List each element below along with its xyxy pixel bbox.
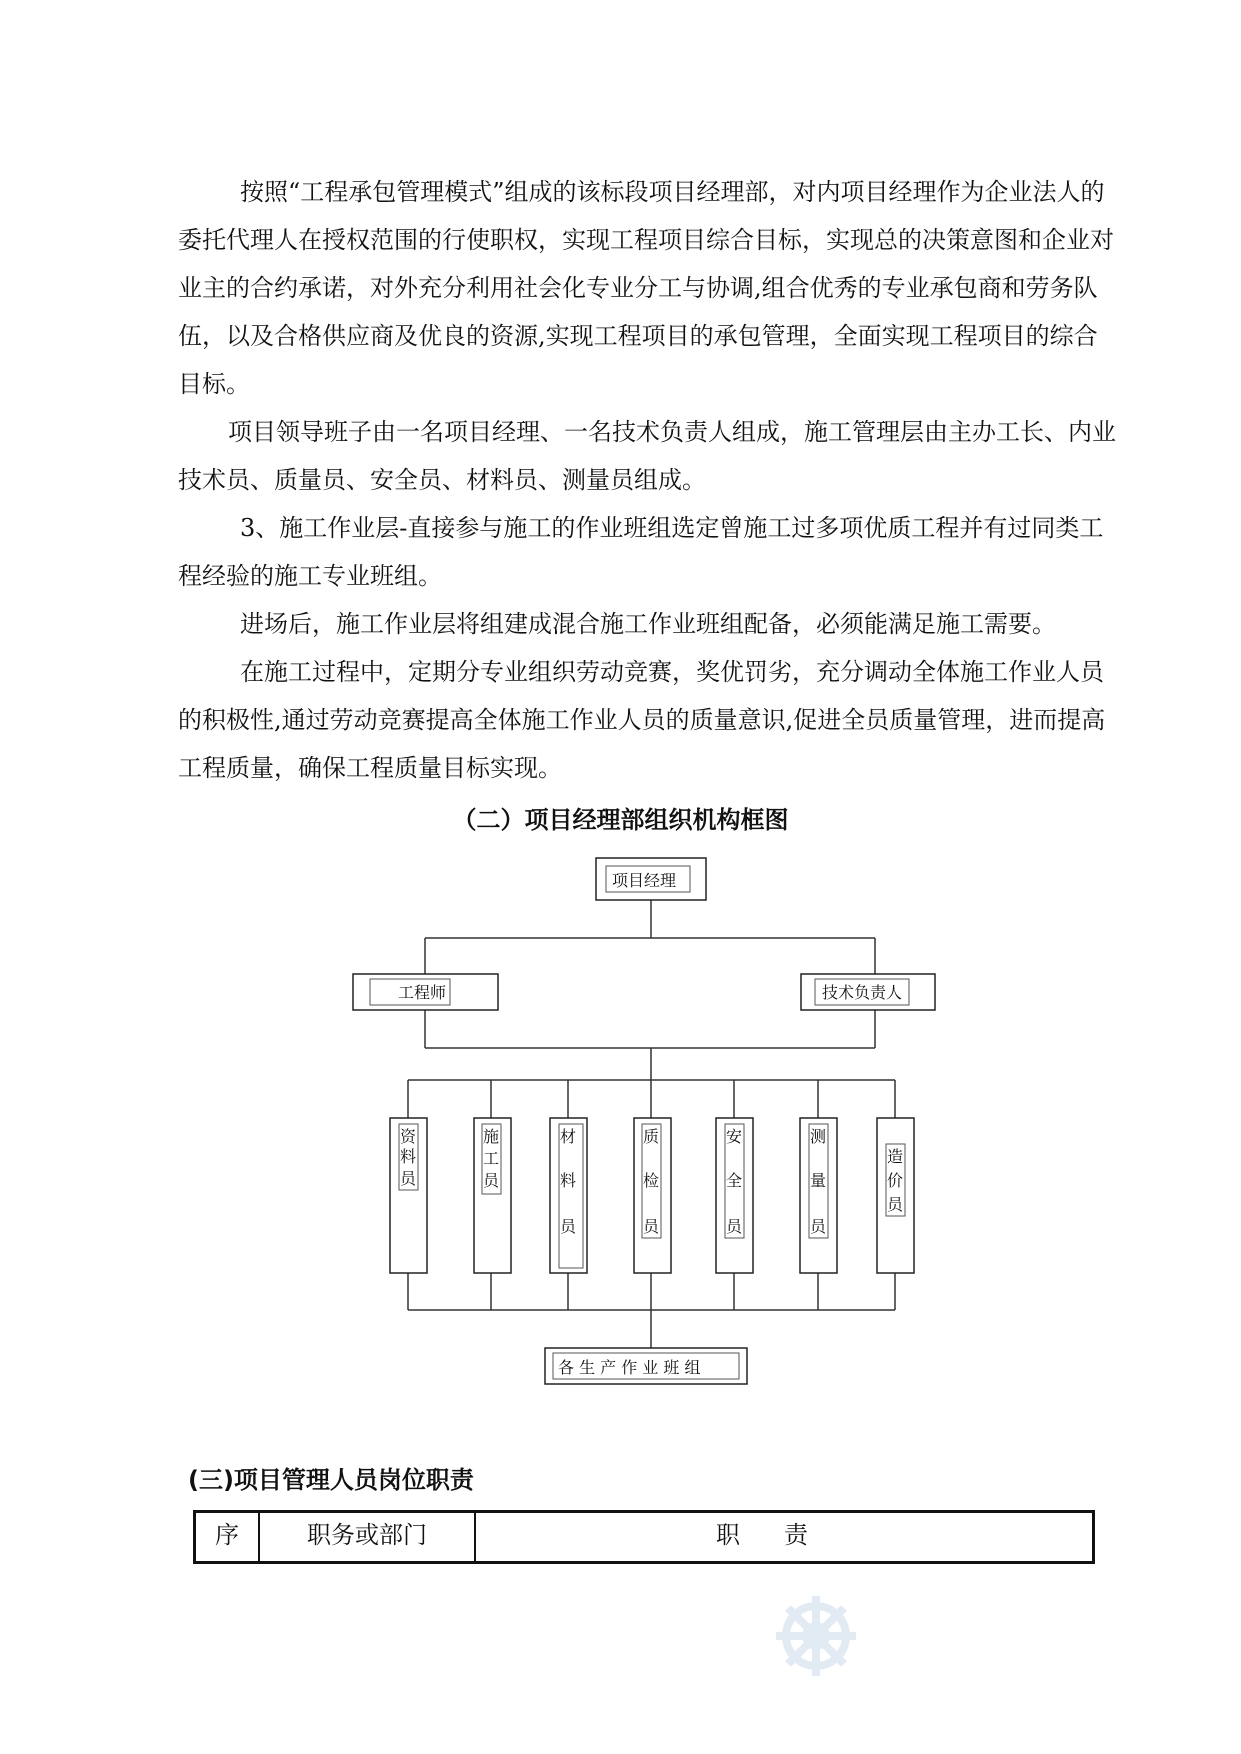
org-char: 价 bbox=[886, 1171, 904, 1190]
org-char: 测 bbox=[809, 1127, 827, 1146]
org-box-quality-inspector bbox=[634, 1118, 671, 1273]
section-title-responsibilities: (三)项目管理人员岗位职责 bbox=[188, 1466, 474, 1494]
org-char: 工 bbox=[482, 1149, 500, 1168]
org-char: 员 bbox=[642, 1217, 660, 1236]
org-box-safety-officer bbox=[716, 1118, 753, 1273]
org-char: 员 bbox=[482, 1171, 500, 1190]
org-label-project-manager: 项目经理 bbox=[612, 871, 677, 890]
paragraph-leadership-team: 项目领导班子由一名项目经理、一名技术负责人组成，施工管理层由主办工长、内业技术员、质量员、安全员、材料员、测量员组成。 bbox=[178, 418, 1116, 494]
table-header-index: 序 bbox=[196, 1513, 260, 1561]
org-box-surveyor bbox=[800, 1118, 837, 1273]
responsibilities-table bbox=[193, 1510, 1095, 1564]
paragraph-management-mode: 按照“工程承包管理模式”组成的该标段项目经理部，对内项目经理作为企业法人的委托代理人在授权范围的行使职权，实现工程项目综合目标，实现总的决策意图和企业对业主的合约承诺，对外充分利用社会化专业分工与协调,组合优秀的专业承包商和劳务队伍，以及合格供应商及优良的资源,实现工程项目的承包管理，全面实现工程项目的综合目标。 bbox=[178, 178, 1114, 398]
paragraph-labor-competition: 在施工过程中，定期分专业组织劳动竞赛，奖优罚劣，充分调动全体施工作业人员的积极性,通过劳动竞赛提高全体施工作业人员的质量意识,促进全员质量管理，进而提高工程质量，确保工程质量目标实现。 bbox=[178, 658, 1106, 782]
org-char: 员 bbox=[399, 1169, 417, 1188]
org-label-technical-lead: 技术负责人 bbox=[822, 983, 903, 1002]
org-box-work-teams bbox=[545, 1348, 747, 1384]
table-header-duties: 职责 bbox=[716, 1521, 852, 1549]
org-label-work-teams: 各 生 产 作 业 班 组 bbox=[558, 1358, 701, 1377]
paragraph-work-layer: 3、施工作业层-直接参与施工的作业班组选定曾施工过多项优质工程并有过同类工程经验的施工专业班组。 bbox=[178, 514, 1104, 590]
org-char: 员 bbox=[559, 1217, 577, 1236]
org-box-project-manager bbox=[596, 858, 706, 900]
org-char: 料 bbox=[559, 1171, 577, 1190]
org-label-engineer: 工程师 bbox=[398, 983, 447, 1002]
table-header-position: 职务或部门 bbox=[260, 1513, 476, 1561]
org-char: 料 bbox=[399, 1147, 417, 1166]
org-char: 检 bbox=[642, 1171, 660, 1190]
paragraph-site-entry: 进场后，施工作业层将组建成混合施工作业班组配备，必须能满足施工需要。 bbox=[240, 610, 1056, 638]
org-char: 员 bbox=[725, 1217, 743, 1236]
org-box-materials-clerk bbox=[550, 1118, 587, 1273]
org-box-cost-estimator bbox=[877, 1118, 914, 1273]
org-char: 全 bbox=[725, 1171, 743, 1190]
org-box-document-clerk bbox=[390, 1118, 427, 1273]
org-box-engineer bbox=[353, 974, 498, 1010]
org-char: 员 bbox=[886, 1195, 904, 1214]
org-char: 质 bbox=[642, 1127, 660, 1146]
snowflake-watermark-icon bbox=[770, 1590, 862, 1682]
org-char: 施 bbox=[482, 1127, 500, 1146]
org-char: 造 bbox=[886, 1147, 904, 1166]
org-char: 量 bbox=[809, 1171, 827, 1190]
org-box-technical-lead bbox=[801, 974, 935, 1010]
org-char: 员 bbox=[809, 1217, 827, 1236]
org-char: 材 bbox=[559, 1127, 577, 1146]
org-box-construction-staff bbox=[474, 1118, 511, 1273]
section-title-org-chart: （二）项目经理部组织机构框图 bbox=[452, 806, 789, 834]
org-char: 资 bbox=[399, 1127, 417, 1146]
org-char: 安 bbox=[725, 1127, 743, 1146]
